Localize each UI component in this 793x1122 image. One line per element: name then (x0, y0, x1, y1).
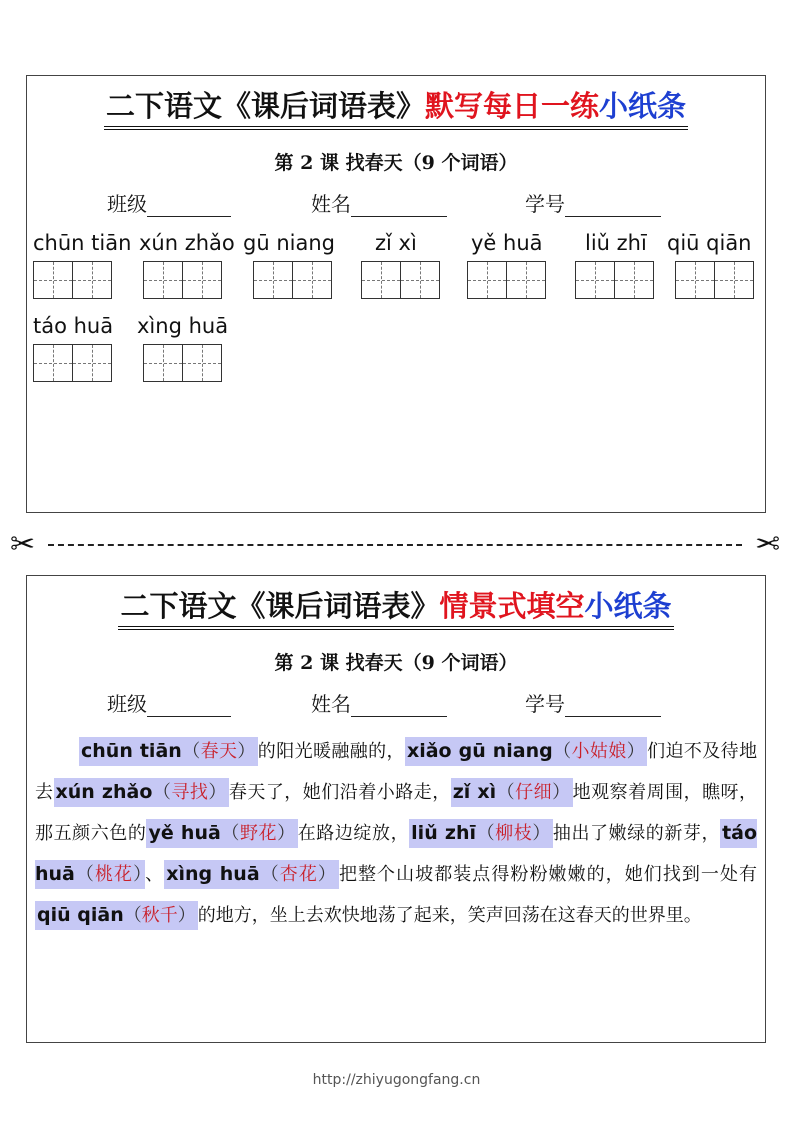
blank-answer: 寻找 (171, 782, 209, 803)
word-pinyin: gū niang (243, 231, 335, 255)
fill-blank[interactable] (451, 778, 573, 807)
story-paragraph (35, 731, 757, 936)
paren-close: ） (532, 823, 551, 844)
paren-close: ） (208, 782, 227, 803)
writing-boxes[interactable] (253, 261, 331, 299)
number-label: 学号 (525, 192, 565, 216)
number-blank[interactable] (565, 694, 661, 717)
fill-blank[interactable] (79, 737, 258, 766)
number-blank[interactable] (565, 194, 661, 217)
fill-blank[interactable] (409, 819, 553, 848)
student-info-row (27, 688, 765, 718)
blank-pinyin: zǐ xì (452, 781, 497, 803)
class-label: 班级 (107, 692, 147, 716)
title-red-part: 情景式填空 (439, 589, 585, 623)
title-black-part: 二下语文《课后词语表》 (120, 589, 440, 623)
blank-answer: 杏花 (279, 864, 318, 885)
word-pinyin: táo huā (33, 314, 114, 338)
student-info-row (27, 188, 765, 218)
word-pinyin: zǐ xì (375, 231, 417, 255)
class-field[interactable] (107, 688, 231, 717)
story-text: 春天了，她们沿着小路走， (228, 782, 451, 803)
paren-open: （ (181, 741, 201, 762)
class-label: 班级 (107, 192, 147, 216)
blank-pinyin: xìng huā (166, 863, 260, 885)
paren-open: （ (496, 782, 516, 803)
story-text: 地观察着周围，瞧呀，那五颜六色的 (35, 782, 758, 844)
cut-line (10, 527, 780, 562)
title-red-part: 默写每日一练 (424, 89, 599, 123)
name-label: 姓名 (311, 192, 351, 216)
paren-open: （ (220, 823, 240, 844)
number-label: 学号 (525, 692, 565, 716)
writing-boxes[interactable] (33, 261, 111, 299)
card-title (27, 86, 765, 130)
word-pinyin: xìng huā (137, 314, 229, 338)
blank-pinyin: chūn tiān (81, 740, 182, 762)
card-title (27, 586, 765, 630)
word-pinyin: chūn tiān (33, 231, 132, 255)
paren-open: （ (259, 864, 280, 885)
dashed-divider (48, 544, 742, 546)
story-text: 抽出了嫩绿的新芽， (552, 823, 721, 844)
class-blank[interactable] (147, 694, 231, 717)
word-pinyin: xún zhǎo (139, 231, 235, 255)
lesson-subtitle: 第 2 课 找春天（9 个词语） (274, 152, 518, 174)
title-blue-part: 小纸条 (584, 589, 672, 623)
fill-blank[interactable] (35, 901, 198, 930)
blank-answer: 春天 (200, 741, 238, 762)
class-blank[interactable] (147, 194, 231, 217)
writing-boxes[interactable] (675, 261, 753, 299)
paren-close: ） (133, 864, 144, 885)
paren-close: ） (177, 905, 196, 926)
blank-pinyin: yě huā (148, 822, 221, 844)
blank-pinyin: táo huā (35, 822, 758, 885)
story-text: 们迫不及待地去 (35, 741, 758, 803)
name-blank[interactable] (351, 694, 447, 717)
blank-answer: 桃花 (94, 864, 134, 885)
name-field[interactable] (311, 188, 447, 217)
paren-close: ） (317, 864, 337, 885)
name-field[interactable] (311, 688, 447, 717)
paren-open: （ (552, 741, 572, 762)
blank-answer: 仔细 (515, 782, 553, 803)
writing-boxes[interactable] (143, 344, 221, 382)
paren-close: ） (626, 741, 646, 762)
blank-answer: 秋千 (141, 905, 178, 926)
paren-open: （ (152, 782, 172, 803)
title-blue-part: 小纸条 (599, 89, 687, 123)
footer-url: http://zhiyugongfang.cn (312, 1072, 481, 1088)
writing-boxes[interactable] (467, 261, 545, 299)
class-field[interactable] (107, 188, 231, 217)
writing-boxes[interactable] (143, 261, 221, 299)
name-blank[interactable] (351, 194, 447, 217)
paren-close: ） (237, 741, 256, 762)
fill-blank[interactable] (146, 819, 297, 848)
fill-in-card (26, 575, 766, 1043)
number-field[interactable] (525, 188, 661, 217)
writing-boxes[interactable] (33, 344, 111, 382)
paren-open: （ (123, 905, 142, 926)
blank-answer: 柳枝 (495, 823, 533, 844)
scissors-icon: ✂ (10, 527, 36, 562)
paren-open: （ (74, 864, 95, 885)
blank-pinyin: xún zhǎo (55, 781, 153, 803)
title-black-part: 二下语文《课后词语表》 (105, 89, 425, 123)
paren-close: ） (277, 823, 296, 844)
lesson-subtitle: 第 2 课 找春天（9 个词语） (274, 652, 518, 674)
story-text: 的地方，坐上去欢快地荡了起来，笑声回荡在这春天的世界里。 (197, 905, 702, 926)
blank-pinyin: liǔ zhī (411, 822, 477, 844)
writing-boxes[interactable] (361, 261, 439, 299)
dictation-card (26, 75, 766, 513)
paren-open: （ (476, 823, 496, 844)
writing-boxes[interactable] (575, 261, 653, 299)
name-label: 姓名 (311, 692, 351, 716)
word-pinyin: liǔ zhī (585, 231, 647, 255)
paren-close: ） (552, 782, 571, 803)
blank-pinyin: xiǎo gū niang (406, 740, 553, 762)
number-field[interactable] (525, 688, 661, 717)
fill-blank[interactable] (54, 778, 229, 807)
scissors-icon: ✂ (754, 527, 780, 562)
blank-answer: 野花 (239, 823, 278, 844)
story-text: 、 (145, 864, 165, 885)
fill-blank[interactable] (405, 737, 647, 766)
word-pinyin: yě huā (471, 231, 543, 255)
story-text: 把整个山坡都装点得粉粉嫩嫩的，她们找到一处有 (338, 864, 758, 885)
fill-blank[interactable] (164, 860, 339, 889)
blank-pinyin: qiū qiān (37, 904, 124, 926)
story-text: 在路边绽放， (297, 823, 410, 844)
blank-answer: 小姑娘 (571, 741, 627, 762)
word-pinyin: qiū qiān (667, 231, 752, 255)
story-text: 的阳光暖融融的， (257, 741, 405, 762)
